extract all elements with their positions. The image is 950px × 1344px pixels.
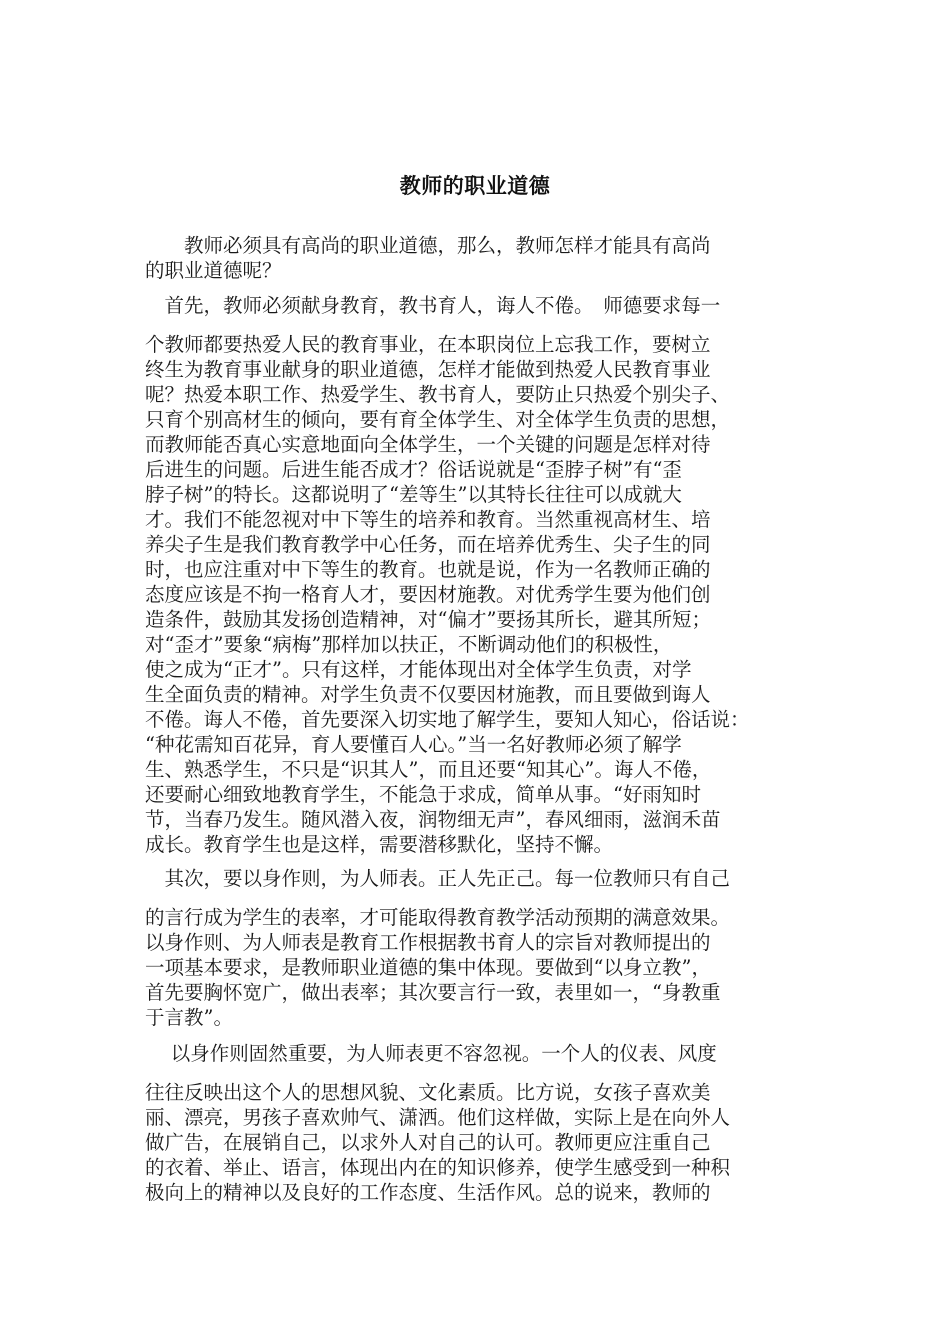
text-line: 节，当春乃发生。随风潜入夜，润物细无声”，春风细雨，滋润禾苗 [145,808,721,831]
paragraph-1-lead [145,293,815,318]
text-line: “种花需知百花异，育人要懂百人心。”当一名好教师必须了解学 [145,733,682,756]
text-line: 做广告，在展销自己，以求外人对自己的认可。教师更应注重自己 [145,1131,711,1154]
text-line: 脖子树”的特长。这都说明了“差等生”以其特长往往可以成就大 [145,483,682,506]
text-line: 极向上的精神以及良好的工作态度、生活作风。总的说来，教师的 [145,1181,711,1204]
text-line: 态度应该是不拘一格育人才，要因材施教。对优秀学生要为他们创 [145,583,711,606]
text-line: 而教师能否真心实意地面向全体学生，一个关键的问题是怎样对待 [145,433,711,456]
text-line: 养尖子生是我们教育教学中心任务，而在培养优秀生、尖子生的同 [145,533,711,556]
text-line: 个教师都要热爱人民的教育事业，在本职岗位上忘我工作，要树立 [145,333,711,356]
text-line: 只育个别高材生的倾向，要有育全体学生、对全体学生负责的思想， [145,408,731,431]
text-line: 才。我们不能忽视对中下等生的培养和教育。当然重视高材生、培 [145,508,711,531]
text-line: 还要耐心细致地教育学生，不能急于求成，简单从事。“好雨知时 [145,783,701,806]
paragraph-3-lead [145,1041,815,1066]
text-line: 的衣着、举止、语言，体现出内在的知识修养，使学生感受到一种积 [145,1156,731,1179]
text-line: 不倦。诲人不倦，首先要深入切实地了解学生，要知人知心，俗话说： [145,708,750,731]
text-line: 教师必须具有高尚的职业道德，那么，教师怎样才能具有高尚 [145,234,711,257]
text-line: 的言行成为学生的表率，才可能取得教育教学活动预期的满意效果。 [145,906,731,929]
text-line: 使之成为“正才”。只有这样，才能体现出对全体学生负责，对学 [145,658,692,681]
text-line: 呢？热爱本职工作、热爱学生、教书育人，要防止只热爱个别尖子、 [145,383,731,406]
text-line: 往往反映出这个人的思想风貌、文化素质。比方说，女孩子喜欢美 [145,1081,711,1104]
text-line: 对“歪才”要象“病梅”那样加以扶正，不断调动他们的积极性， [145,633,673,656]
text-line: 后进生的问题。后进生能否成才？俗话说就是“歪脖子树”有“歪 [145,458,682,481]
text-line: 生全面负责的精神。对学生负责不仅要因材施教，而且要做到诲人 [145,683,711,706]
text-line: 的职业道德呢？ [145,259,282,282]
text-line: 以身作则、为人师表是教育工作根据教书育人的宗旨对教师提出的 [145,931,711,954]
text-line: 生、熟悉学生，不只是“识其人”，而且还要“知其心”。诲人不倦， [145,758,712,781]
text-line: 于言教”。 [145,1006,233,1029]
text-line: 首先，教师必须献身教育，教书育人，诲人不倦。 师德要求每一 [145,294,721,317]
paragraph-2-body [145,905,815,1030]
document-title: 教师的职业道德 [399,174,551,198]
text-line: 其次，要以身作则，为人师表。正人先正己。每一位教师只有自己 [145,867,731,890]
paragraph-1-body [145,332,815,857]
paragraph-3-body [145,1080,815,1205]
text-line: 造条件，鼓励其发扬创造精神，对“偏才”要扬其所长，避其所短； [145,608,711,631]
text-line: 一项基本要求，是教师职业道德的集中体现。要做到“以身立教”， [145,956,711,979]
text-line: 以身作则固然重要，为人师表更不容忽视。一个人的仪表、风度 [145,1042,717,1065]
text-line: 首先要胸怀宽广，做出表率；其次要言行一致，表里如一，“身教重 [145,981,721,1004]
text-line: 时，也应注重对中下等生的教育。也就是说，作为一名教师正确的 [145,558,711,581]
text-line: 成长。教育学生也是这样，需要潜移默化，坚持不懈。 [145,833,614,856]
paragraph-2-lead [145,866,815,891]
intro-paragraph [145,233,815,283]
text-line: 终生为教育事业献身的职业道德，怎样才能做到热爱人民教育事业 [145,358,711,381]
text-line: 丽、漂亮，男孩子喜欢帅气、潇洒。他们这样做，实际上是在向外人 [145,1106,731,1129]
